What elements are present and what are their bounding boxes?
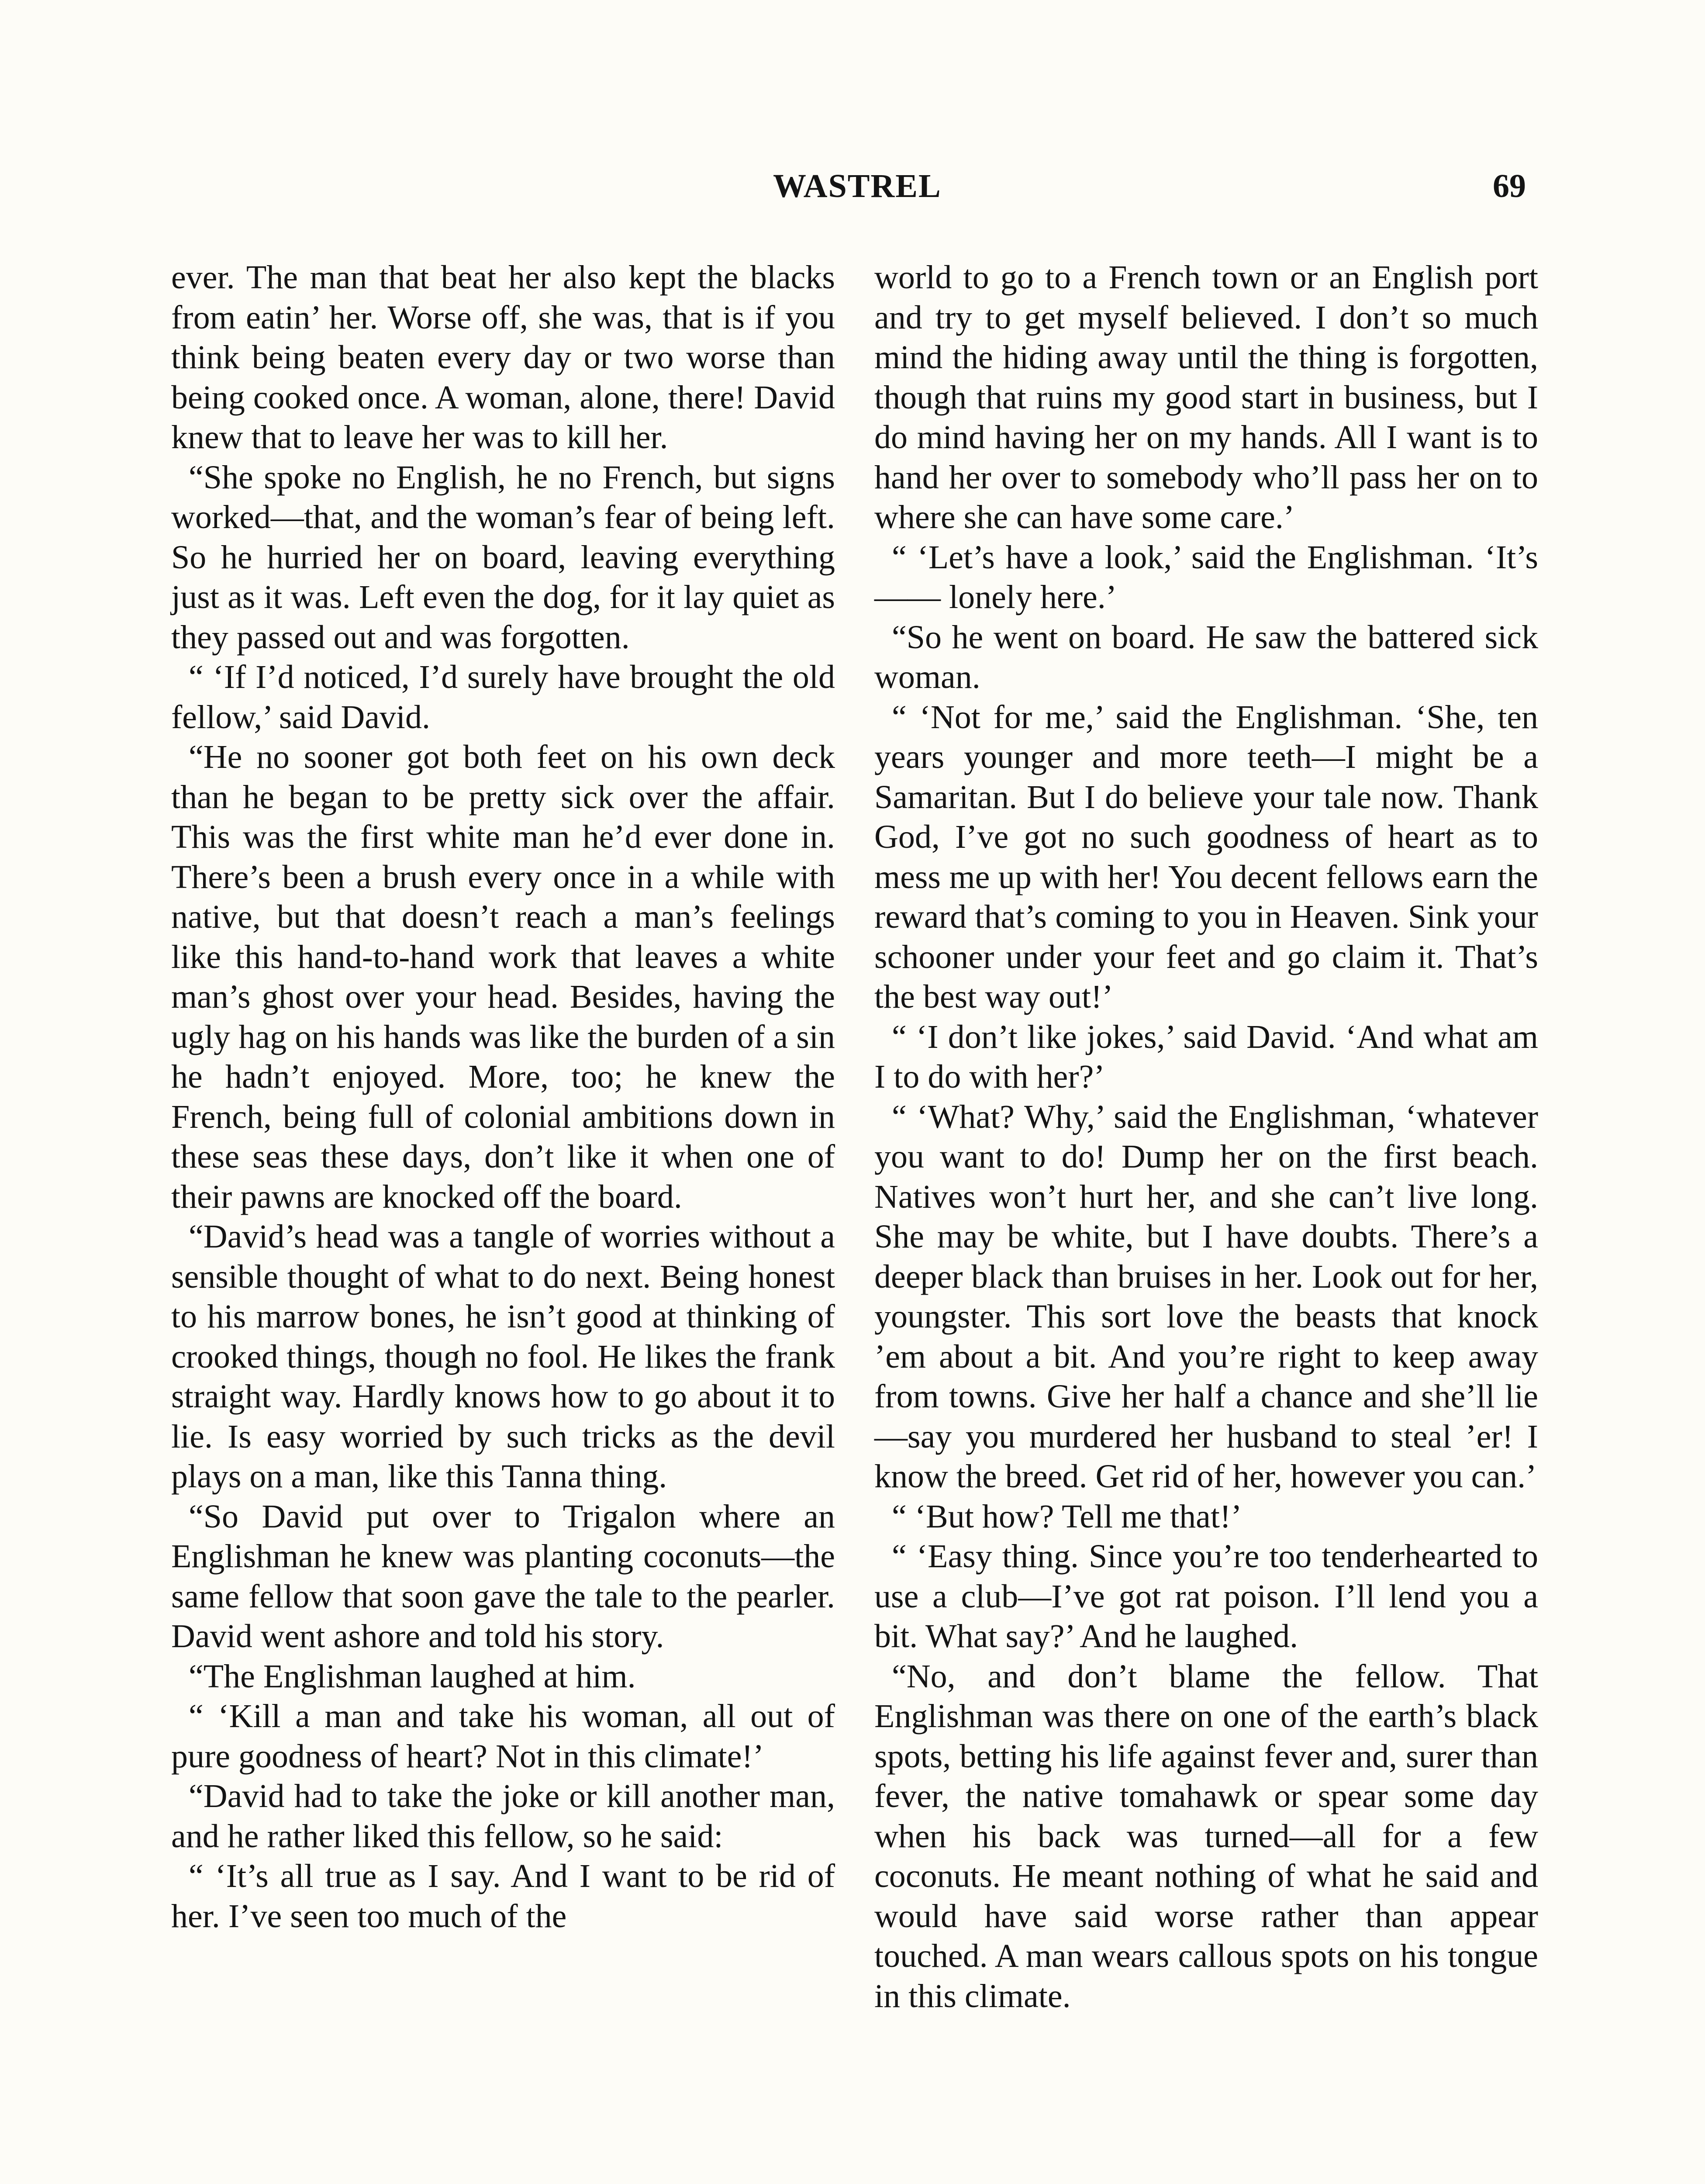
paragraph: world to go to a French town or an English port and try to get myself believed. I don’t so much mind the hiding away until the thing is forgotten, though that ruins my good start in business, but I do mind having her on my hands. All I want is to hand her over to somebody who’ll pass her on to where she can have some care.’ [874, 259, 1538, 536]
paragraph: “David’s head was a tangle of worries without a sensible thought of what to do next. Being honest to his marrow bones, he isn’t good at thinking of crooked things, though no fool. He likes the frank straight way. Hardly knows how to go about it to lie. Is easy worried by such tricks as the devil plays on a man, like this Tanna thing. [171, 1218, 835, 1495]
paragraph: “No, and don’t blame the fellow. That Englishman was there on one of the earth’s black spots, betting his life against fever and, surer than fever, the native tomahawk or spear some day when his back was turned—all for a few coconuts. He meant nothing of what he said and would have said worse rather than appear touched. A man wears callous spots on his tongue in this climate. [874, 1658, 1538, 2015]
paragraph: “ ‘I don’t like jokes,’ said David. ‘And what am I to do with her?’ [874, 1018, 1538, 1095]
paragraph: “ ‘But how? Tell me that!’ [892, 1498, 1242, 1535]
paragraph: “ ‘Let’s have a look,’ said the Englishman. ‘It’s —— lonely here.’ [874, 539, 1538, 615]
left-text-column [171, 258, 835, 1936]
paragraph: “So David put over to Trigalon where an Englishman he knew was planting coconuts—the same fellow that soon gave the tale to the pearler. David went ashore and told his story. [171, 1498, 835, 1655]
paragraph: “ ‘Easy thing. Since you’re too tenderhearted to use a club—I’ve got rat poison. I’ll lend you a bit. What say?’ And he laughed. [874, 1538, 1538, 1655]
page-number: 69 [1493, 168, 1526, 204]
paragraph: “David had to take the joke or kill another man, and he rather liked this fellow, so he said: [171, 1778, 835, 1855]
right-text-column [874, 258, 1538, 2016]
paragraph: “ ‘Not for me,’ said the Englishman. ‘She, ten years younger and more teeth—I might be a Samaritan. But I do believe your tale now. Thank God, I’ve got no such goodness of heart as to mess me up with her! You decent fellows earn the reward that’s coming to you in Heaven. Sink your schooner under your feet and go claim it. That’s the best way out!’ [874, 698, 1538, 1015]
paragraph: “ ‘If I’d noticed, I’d surely have brought the old fellow,’ said David. [171, 659, 835, 736]
paragraph: “ ‘Kill a man and take his woman, all out of pure goodness of heart? Not in this climate!’ [171, 1698, 835, 1775]
paragraph: “ ‘It’s all true as I say. And I want to be rid of her. I’ve seen too much of the [171, 1858, 835, 1935]
paragraph: ever. The man that beat her also kept the blacks from eatin’ her. Worse off, she was, that is if you think being beaten every day or two worse than being cooked once. A woman, alone, there! David knew that to leave her was to kill her. [171, 259, 835, 456]
paragraph: “ ‘What? Why,’ said the Englishman, ‘whatever you want to do! Dump her on the first beach. Natives won’t hurt her, and she can’t live long. She may be white, but I have doubts. There’s a deeper black than bruises in her. Look out for her, youngster. This sort love the beasts that knock ’em about a bit. And you’re right to keep away from towns. Give her half a chance and she’ll lie—say you murdered her husband to steal ’er! I know the breed. Get rid of her, however you can.’ [874, 1098, 1538, 1495]
paragraph: “The Englishman laughed at him. [189, 1658, 636, 1695]
running-head-title: WASTREL [773, 168, 942, 204]
paragraph: “So he went on board. He saw the battered sick woman. [874, 619, 1538, 695]
paragraph: “She spoke no English, he no French, but signs worked—that, and the woman’s fear of being left. So he hurried her on board, leaving everything just as it was. Left even the dog, for it lay quiet as they passed out and was forgotten. [171, 459, 835, 656]
paragraph: “He no sooner got both feet on his own deck than he began to be pretty sick over the affair. This was the first white man he’d ever done in. There’s been a brush every once in a while with native, but that doesn’t reach a man’s feelings like this hand-to-hand work that leaves a white man’s ghost over your head. Besides, having the ugly hag on his hands was like the burden of a sin he hadn’t enjoyed. More, too; he knew the French, being full of colonial ambitions down in these seas these days, don’t like it when one of their pawns are knocked off the board. [171, 739, 835, 1215]
